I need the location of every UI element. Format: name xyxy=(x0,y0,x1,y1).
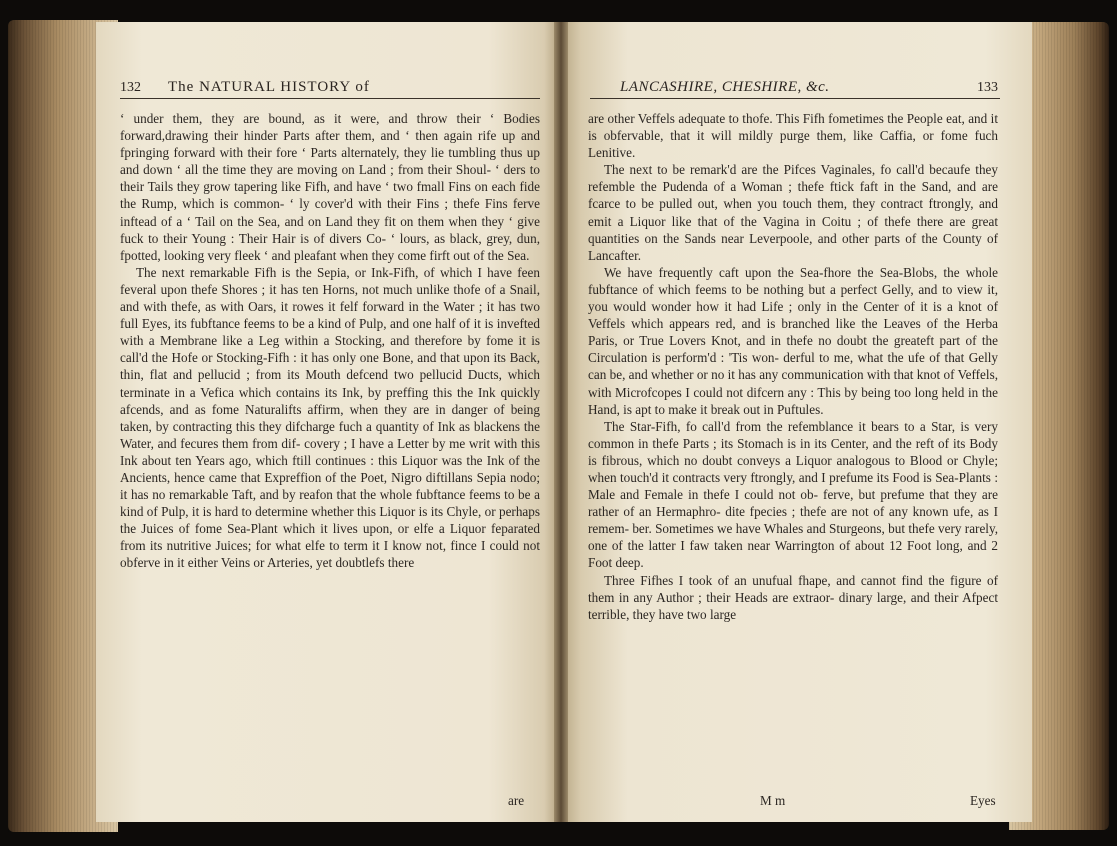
right-page-text xyxy=(588,110,998,623)
paragraph: We have frequently caft upon the Sea-fhore the Sea-Blobs, the whole fubftance of which feems to be nothing but a perfect Gelly, and to view it, you would wonder how it had Life ; only in the Center of it is a knot of Veffels which appears red, and is branched like the Leaves of the Herba Paris, or True Lovers Knot, and in thefe no doubt the greateft part of the Circulation is perform'd : 'Tis won- derful to me, what the ufe of that Gelly can be, and whether or no it has any communication with that knot of Veffels, with Microfcopes I could not difcern any : This by being too long held in the Hand, is apt to make it break out in Puftules. xyxy=(588,264,998,417)
left-page-text xyxy=(120,110,540,572)
paragraph: Three Fifhes I took of an unufual fhape, and cannot find the figure of them in any Author ; their Heads are extraor- dinary large, and their Afpect terrible, they have two large xyxy=(588,572,998,622)
paragraph: The next remarkable Fifh is the Sepia, or Ink-Fifh, of which I have feen feveral upon thefe Shores ; it has ten Horns, not much unlike thofe of a Snail, and with thefe, as with Oars, it rowes it felf forward in the Water ; it has two full Eyes, its fubftance feems to be a kind of Pulp, and one half of it is invefted with a Membrane like a Leg within a Stocking, and therefore by fome it is call'd the Hofe or Stocking-Fifh : it has only one Bone, and that upon its Back, thin, flat and pellucid ; from its Mouth defcend two pellucid Ducts, which terminate in a Vefica which contains its Ink, by preffing this the Ink quickly afcends, and as fome Naturalifts affirm, when they are in danger of being taken, by contracting this they difcharge fuch a quantity of Ink as blackens the Water, and fecures them from dif- covery ; I have a Letter by me writ with this Ink about ten Years ago, which ftill continues : this Liquor was the Ink of the Ancients, hence came that Expreffion of the Poet, Nigro diftillans Sepia nodo; it has no remarkable Taft, and by reafon that the whole fubftance feems to be a kind of Pulp, it is hard to determine whether this Liquor is its Chyle, or perhaps the Juices of fome Sea-Plant which it lives upon, or elfe a Liquor feparated from its nutritive Juices; for what elfe to term it I know not, fince I could not obferve in it either Veins or Arteries, yet doubtlefs there xyxy=(120,264,540,571)
left-page-number: 132 xyxy=(120,80,141,95)
right-running-title: LANCASHIRE, CHESHIRE, &c. xyxy=(620,79,830,95)
right-page-number: 133 xyxy=(977,80,998,95)
paragraph: The next to be remark'd are the Pifces Vaginales, fo call'd becaufe they refemble the Pudenda of a Woman ; thefe ftick faft in the Sand, and are fcarce to be pulled out, when you touch them, they contract ftrongly, and emit a Liquor like that of the Vagina in Coitu ; of thefe there are great quantities on the Sands near Leverpoole, and other parts of the County of Lancafter. xyxy=(588,162,998,263)
right-catchword: Eyes xyxy=(970,793,996,808)
left-catchword: are xyxy=(508,793,525,808)
right-running-head xyxy=(590,68,1000,99)
signature-mark: M m xyxy=(760,793,786,808)
paragraph: are other Veffels adequate to thofe. This Fifh fometimes the People eat, and it is obfervable, that it will mildly purge them, like Caffia, or fome fuch Lenitive. xyxy=(588,111,998,161)
left-running-title: The NATURAL HISTORY of xyxy=(168,79,370,95)
paragraph: ‘ under them, they are bound, as it were, and throw their ‘ Bodies forward,drawing their hinder Parts after them, and ‘ then again rife up and fpringing forward with their fore ‘ Parts alternately, they lie tumbling thus up and down ‘ all the time they are moving on Land ; from their Shoul- ‘ ders to their Tails they grow tapering like Fifh, and have ‘ two fmall Fins on each fide the Rump, which is common- ‘ ly cover'd with their Fins ; thefe Fins ferve inftead of a ‘ Tail on the Sea, and on Land they fit on them when they ‘ give fuck to their Young : Their Hair is of divers Co- ‘ lours, as black, grey, dun, fpotted, looking very fleek ‘ and pleafant when they come firft out of the Sea. xyxy=(120,111,540,263)
book-gutter xyxy=(554,22,568,822)
left-running-head xyxy=(120,68,540,99)
paragraph: The Star-Fifh, fo call'd from the refemblance it bears to a Star, is very common in thefe Parts ; its Stomach is in its Center, and the reft of its Body is fibrous, which no doubt conveys a Liquor analogous to Blood or Chyle; when touch'd it contracts very ftrongly, and I prefume its Food is Sea-Plants : Male and Female in thefe I could not ob- ferve, but prefume that they are rather of an Hermaphro- dite fpecies ; thefe are not of any known ufe, as I remem- ber. Sometimes we have Whales and Sturgeons, but thefe very rarely, one of the latter I faw taken near Warrington of about 12 Foot long, and 2 Foot deep. xyxy=(588,418,998,571)
